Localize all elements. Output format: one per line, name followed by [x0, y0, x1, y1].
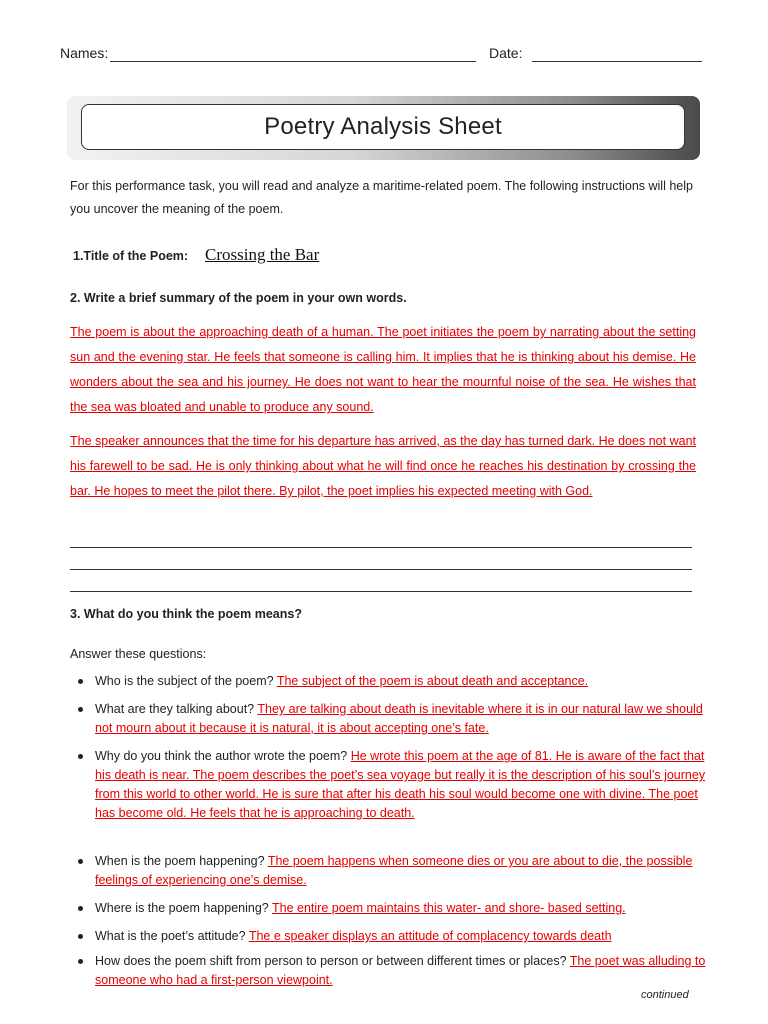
bullet-icon [78, 859, 83, 864]
q3-label: 3. What do you think the poem means? [70, 607, 302, 621]
bullet-icon [78, 754, 83, 759]
names-label: Names: [60, 45, 109, 61]
answer-text: The e speaker displays an attitude of complacency towards death [248, 929, 612, 943]
answer-text: They are talking about death is inevitable where it is in our natural law we should not mourn about it because it is natural, it is about accepting one’s fate. [95, 702, 703, 735]
page-title: Poetry Analysis Sheet [264, 113, 502, 140]
question-text: What is the poet’s attitude? [95, 929, 246, 943]
list-item [95, 899, 707, 918]
q1-label: 1.Title of the Poem: [73, 249, 189, 263]
summary-paragraph-2: The speaker announces that the time for his departure has arrived, as the day has turned dark. He does not want his farewell to be sad. He is only thinking about what he will find once he reaches his destination by crossing the bar. He hopes to meet the pilot there. By pilot, the poet implies his expected meeting with God. [70, 434, 696, 498]
q2-label: 2. Write a brief summary of the poem in your own words. [70, 291, 407, 305]
question-text: Who is the subject of the poem? [95, 674, 274, 688]
continued-label: continued [641, 989, 689, 1001]
question-text: When is the poem happening? [95, 854, 265, 868]
answer-text: The subject of the poem is about death and acceptance. [276, 674, 589, 688]
blank-line-2[interactable] [70, 569, 692, 570]
answer-text: He wrote this poem at the age of 81. He is aware of the fact that his death is near. The poem describes the poet’s sea voyage but really it is the description of his soul’s journey from this world to other world. He is sure that after his death his soul would become one with divine. The poet has become old. He feels that he is approaching to death. [95, 749, 706, 820]
list-item [95, 852, 707, 890]
title-box [81, 104, 685, 150]
list-item [95, 952, 707, 990]
bullet-icon [78, 906, 83, 911]
list-item [95, 747, 707, 823]
question-text: Why do you think the author wrote the poem? [95, 749, 348, 763]
q3-instruction: Answer these questions: [70, 647, 207, 661]
question-text: How does the poem shift from person to person or between different times or places? [95, 954, 567, 968]
intro-text: For this performance task, you will read and analyze a maritime-related poem. The following instructions will help you uncover the meaning of the poem. [70, 179, 693, 216]
question-text: What are they talking about? [95, 702, 255, 716]
names-field[interactable] [110, 61, 476, 62]
list-item [95, 927, 707, 946]
poem-title-answer: Crossing the Bar [205, 245, 320, 264]
bullet-icon [78, 959, 83, 964]
answer-text: The poem happens when someone dies or you are about to die, the possible feelings of experiencing one’s demise. [95, 854, 693, 887]
question-text: Where is the poem happening? [95, 901, 269, 915]
date-field[interactable] [532, 61, 702, 62]
date-label: Date: [489, 45, 523, 61]
answer-text: The entire poem maintains this water- and shore- based setting. [271, 901, 626, 915]
bullet-icon [78, 934, 83, 939]
list-item [95, 672, 707, 691]
blank-line-1[interactable] [70, 547, 692, 548]
answer-text: The poet was alluding to someone who had a first-person viewpoint. [95, 954, 706, 987]
list-item [95, 700, 707, 738]
summary-paragraph-1: The poem is about the approaching death of a human. The poet initiates the poem by narrating about the setting sun and the evening star. He feels that someone is calling him. It implies that he is thinking about his demise. He wonders about the sea and his journey. He does not want to hear the mournful noise of the sea. He wishes that the sea was bloated and unable to produce any sound. [70, 325, 696, 414]
bullet-icon [78, 679, 83, 684]
blank-line-3[interactable] [70, 591, 692, 592]
bullet-icon [78, 707, 83, 712]
